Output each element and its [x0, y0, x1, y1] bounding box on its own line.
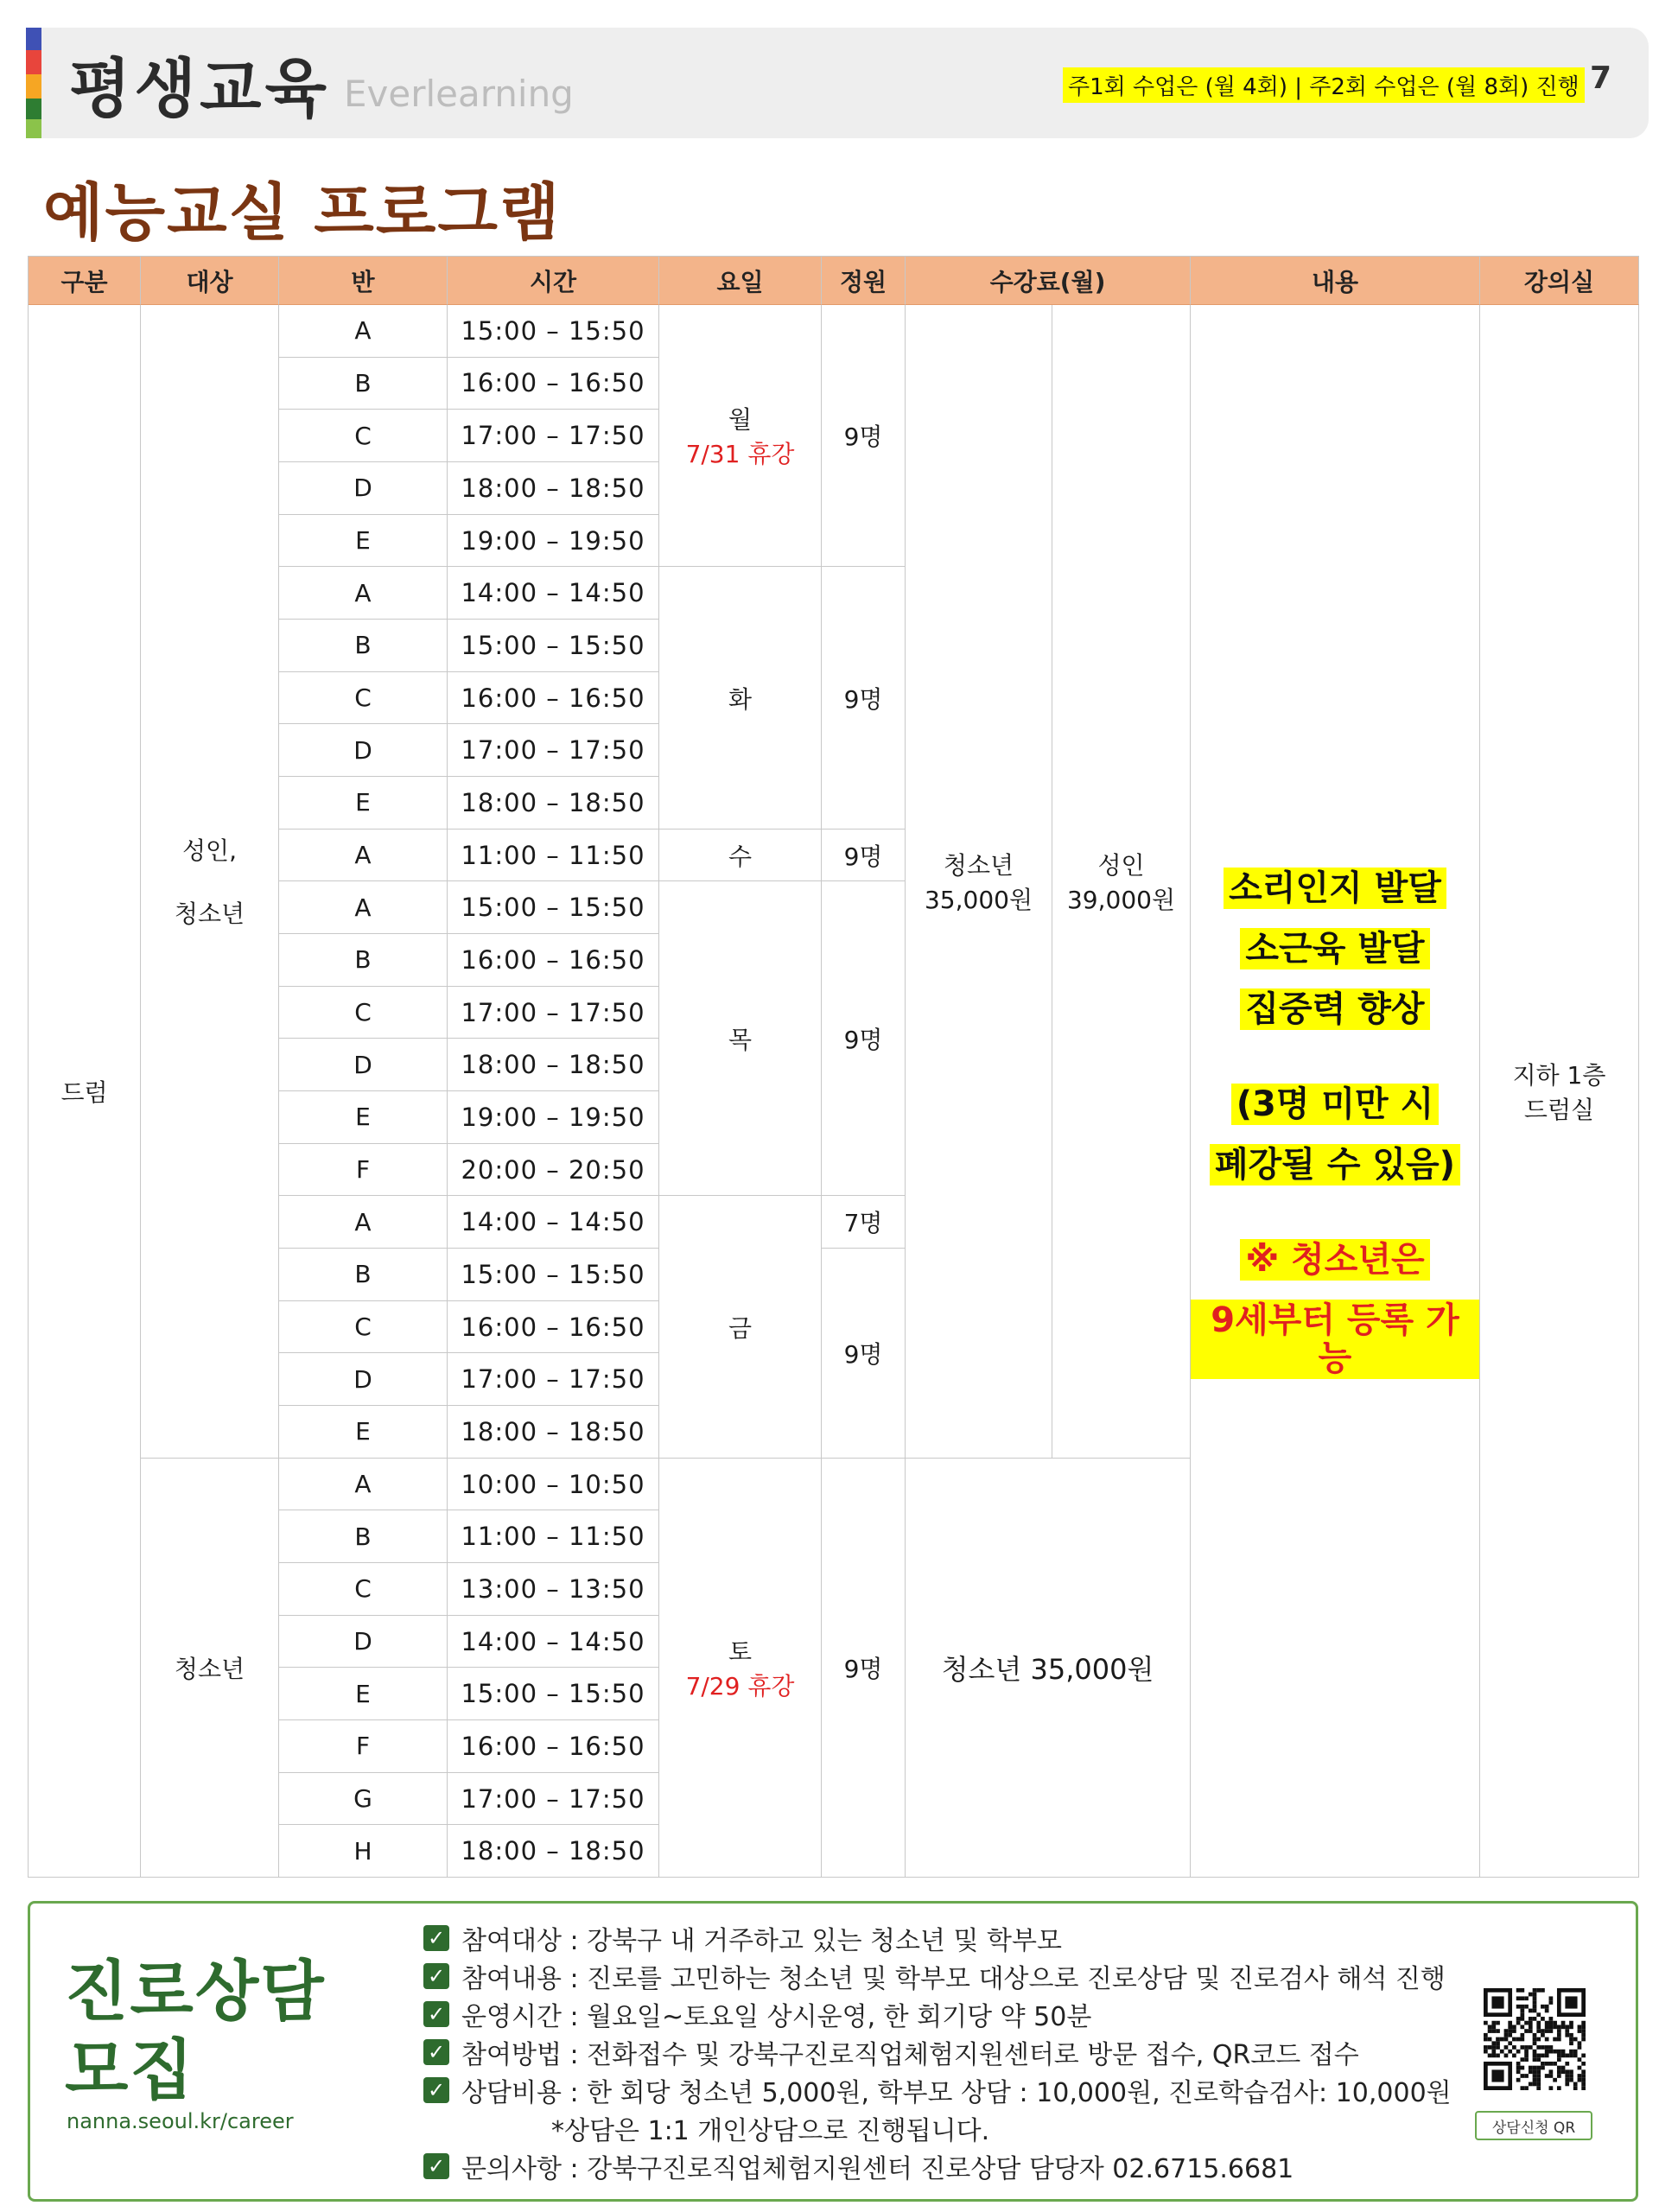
- class-cell: [279, 1563, 448, 1616]
- time-label: 11:00 – 11:50: [461, 840, 645, 870]
- column-header: [448, 257, 659, 305]
- class-label: A: [354, 1207, 372, 1236]
- time-cell: [448, 1091, 659, 1144]
- class-label: E: [355, 526, 371, 555]
- column-header-label: 강의실: [1523, 267, 1595, 296]
- career-info-item: [423, 2033, 1452, 2071]
- day-cell: [659, 1459, 822, 1878]
- content-line2: 소근육 발달: [1240, 928, 1429, 969]
- time-label: 18:00 – 18:50: [461, 473, 645, 503]
- class-cell: [279, 830, 448, 882]
- capacity-cell: [822, 881, 906, 1196]
- target-label: 청소년: [174, 1654, 245, 1683]
- time-cell: [448, 620, 659, 672]
- column-header: [1480, 257, 1639, 305]
- column-header-label: 구분: [60, 267, 108, 296]
- target-label: 성인, 청소년: [174, 836, 245, 929]
- time-cell: [448, 515, 659, 568]
- column-header-label: 수강료(월): [989, 267, 1106, 296]
- fee-youth-label: 청소년 35,000원: [924, 850, 1033, 914]
- day-label: 화: [728, 684, 753, 714]
- category-cell: [29, 305, 141, 1878]
- time-cell: [448, 1510, 659, 1563]
- class-cell: [279, 1720, 448, 1773]
- time-label: 17:00 – 17:50: [461, 997, 645, 1027]
- career-info-item: [423, 1919, 1452, 1957]
- class-label: E: [355, 1679, 371, 1708]
- class-cell: [279, 1039, 448, 1091]
- time-cell: [448, 1825, 659, 1878]
- time-label: 15:00 – 15:50: [461, 630, 645, 660]
- class-label: C: [354, 998, 372, 1027]
- class-label: D: [353, 1050, 372, 1079]
- room-cell: [1480, 305, 1639, 1878]
- career-info-list: [423, 1919, 1452, 2185]
- career-info-text: 참여내용 : 진로를 고민하는 청소년 및 학부모 대상으로 진로상담 및 진로검사 해석 진행: [461, 1964, 1446, 1994]
- class-cell: [279, 1091, 448, 1144]
- class-cell: [279, 777, 448, 830]
- class-cell: [279, 1825, 448, 1878]
- column-header: [279, 257, 448, 305]
- time-cell: [448, 777, 659, 830]
- content-line1: 소리인지 발달: [1224, 868, 1446, 909]
- time-cell: [448, 881, 659, 934]
- day-cell: [659, 1196, 822, 1458]
- time-label: 14:00 – 14:50: [461, 578, 645, 608]
- day-label: 월: [728, 405, 753, 435]
- class-cell: [279, 1249, 448, 1301]
- day-label: 금: [728, 1313, 753, 1343]
- class-cell: [279, 567, 448, 620]
- day-holiday-note: 7/31 휴강: [685, 440, 795, 469]
- time-label: 20:00 – 20:50: [461, 1154, 645, 1185]
- qr-code[interactable]: [1484, 1988, 1586, 2090]
- capacity-label: 7명: [843, 1209, 883, 1238]
- day-cell: [659, 305, 822, 567]
- checkbox-icon: ✓: [423, 2077, 449, 2103]
- day-label: 목: [728, 1025, 753, 1054]
- time-label: 16:00 – 16:50: [461, 368, 645, 398]
- time-cell: [448, 462, 659, 515]
- class-cell: [279, 1196, 448, 1249]
- time-cell: [448, 934, 659, 987]
- day-label: 수: [728, 842, 753, 871]
- time-cell: [448, 1773, 659, 1826]
- capacity-cell: [822, 1196, 906, 1249]
- class-label: C: [354, 683, 372, 713]
- class-label: A: [354, 1470, 372, 1499]
- day-cell: [659, 567, 822, 829]
- column-header: [29, 257, 141, 305]
- class-label: F: [355, 1732, 371, 1761]
- class-cell: [279, 1144, 448, 1197]
- class-label: E: [355, 788, 371, 817]
- column-header: [659, 257, 822, 305]
- fee-saturday-cell: [906, 1459, 1191, 1878]
- column-header-label: 정원: [839, 267, 887, 296]
- class-cell: [279, 410, 448, 462]
- time-label: 15:00 – 15:50: [461, 1259, 645, 1289]
- class-cell: [279, 1353, 448, 1406]
- capacity-cell: [822, 1249, 906, 1459]
- class-label: B: [354, 1260, 372, 1289]
- class-cell: [279, 462, 448, 515]
- class-label: A: [354, 316, 372, 346]
- content-line6: ※ 청소년은: [1240, 1239, 1429, 1281]
- capacity-label: 9명: [843, 423, 883, 452]
- section-title: 예능교실 프로그램: [43, 176, 562, 249]
- class-label: E: [355, 1417, 371, 1446]
- time-cell: [448, 1406, 659, 1459]
- checkbox-icon: ✓: [423, 2001, 449, 2027]
- class-label: B: [354, 945, 372, 975]
- career-url[interactable]: nanna.seoul.kr/career: [67, 2109, 294, 2133]
- fee-adult-label: 성인 39,000원: [1066, 850, 1176, 914]
- room-label: 지하 1층 드럼실: [1512, 1060, 1606, 1124]
- fee-saturday-label: 청소년 35,000원: [941, 1652, 1154, 1686]
- time-label: 17:00 – 17:50: [461, 1364, 645, 1395]
- time-label: 17:00 – 17:50: [461, 735, 645, 766]
- class-cell: [279, 672, 448, 725]
- header-schedule-note: 주1회 수업은 (월 4회) | 주2회 수업은 (월 8회) 진행: [1063, 67, 1585, 103]
- class-label: B: [354, 631, 372, 660]
- time-label: 14:00 – 14:50: [461, 1207, 645, 1237]
- career-info-text: 참여방법 : 전화접수 및 강북구진로직업체험지원센터로 방문 접수, QR코드 접수: [461, 2040, 1359, 2070]
- time-cell: [448, 1459, 659, 1511]
- career-title: [65, 1952, 326, 2109]
- capacity-label: 9명: [843, 684, 883, 714]
- capacity-cell: [822, 1459, 906, 1878]
- class-label: D: [353, 1364, 372, 1394]
- class-cell: [279, 1510, 448, 1563]
- time-cell: [448, 724, 659, 777]
- capacity-cell: [822, 830, 906, 882]
- class-label: C: [354, 421, 372, 450]
- time-cell: [448, 1353, 659, 1406]
- column-header: [822, 257, 906, 305]
- time-cell: [448, 1301, 659, 1354]
- career-info-text: 참여대상 : 강북구 내 거주하고 있는 청소년 및 학부모: [461, 1926, 1062, 1956]
- content-cell: [1191, 305, 1480, 1878]
- qr-label: 상담신청 QR: [1475, 2111, 1592, 2140]
- content-line4: (3명 미만 시: [1231, 1084, 1440, 1125]
- time-cell: [448, 358, 659, 410]
- capacity-label: 9명: [843, 1654, 883, 1683]
- class-cell: [279, 934, 448, 987]
- category-label: 드럼: [60, 1077, 108, 1107]
- time-cell: [448, 305, 659, 358]
- career-info-text: 운영시간 : 월요일~토요일 상시운영, 한 회기당 약 50분: [461, 2002, 1092, 2032]
- time-cell: [448, 987, 659, 1039]
- time-label: 17:00 – 17:50: [461, 1783, 645, 1814]
- time-label: 14:00 – 14:50: [461, 1626, 645, 1656]
- target-cell: [141, 305, 279, 1459]
- career-counseling-box: [28, 1901, 1638, 2202]
- time-label: 16:00 – 16:50: [461, 1731, 645, 1761]
- checkbox-icon: ✓: [423, 1925, 449, 1951]
- checkbox-icon: ✓: [423, 1963, 449, 1989]
- class-cell: [279, 1301, 448, 1354]
- time-label: 19:00 – 19:50: [461, 525, 645, 556]
- time-label: 13:00 – 13:50: [461, 1573, 645, 1604]
- class-label: H: [353, 1836, 372, 1866]
- career-note: *상담은 1:1 개인상담으로 진행됩니다.: [551, 2116, 990, 2146]
- class-cell: [279, 987, 448, 1039]
- class-label: F: [355, 1155, 371, 1185]
- class-cell: [279, 358, 448, 410]
- time-label: 16:00 – 16:50: [461, 683, 645, 713]
- career-title-line1: 진로상담: [65, 1953, 326, 2030]
- checkbox-icon: ✓: [423, 2039, 449, 2065]
- class-label: G: [353, 1784, 372, 1814]
- time-label: 17:00 – 17:50: [461, 421, 645, 451]
- time-label: 11:00 – 11:50: [461, 1522, 645, 1552]
- class-label: C: [354, 1313, 372, 1342]
- class-cell: [279, 515, 448, 568]
- time-cell: [448, 567, 659, 620]
- time-cell: [448, 1668, 659, 1720]
- time-cell: [448, 1720, 659, 1773]
- time-label: 15:00 – 15:50: [461, 893, 645, 923]
- time-cell: [448, 1039, 659, 1091]
- class-label: D: [353, 1627, 372, 1656]
- time-cell: [448, 1563, 659, 1616]
- capacity-label: 9명: [843, 842, 883, 871]
- time-label: 10:00 – 10:50: [461, 1469, 645, 1499]
- content-line7: 9세부터 등록 가능: [1191, 1300, 1479, 1379]
- content-line3: 집중력 향상: [1240, 988, 1429, 1030]
- capacity-label: 9명: [843, 1025, 883, 1054]
- time-cell: [448, 1249, 659, 1301]
- class-cell: [279, 881, 448, 934]
- content-line5: 폐강될 수 있음): [1210, 1144, 1460, 1185]
- target-cell: [141, 1459, 279, 1878]
- class-cell: [279, 724, 448, 777]
- checkbox-icon: ✓: [423, 2153, 449, 2179]
- time-label: 15:00 – 15:50: [461, 1679, 645, 1709]
- time-cell: [448, 1616, 659, 1669]
- header-accent-bars: [26, 28, 41, 138]
- class-label: C: [354, 1574, 372, 1604]
- capacity-label: 9명: [843, 1339, 883, 1369]
- program-table: [28, 256, 1639, 1878]
- career-info-item: [423, 2147, 1452, 2185]
- time-label: 15:00 – 15:50: [461, 315, 645, 346]
- class-label: A: [354, 578, 372, 607]
- day-cell: [659, 830, 822, 882]
- class-label: A: [354, 893, 372, 922]
- class-cell: [279, 620, 448, 672]
- column-header-label: 시간: [529, 267, 577, 296]
- time-label: 18:00 – 18:50: [461, 1416, 645, 1446]
- column-header: [141, 257, 279, 305]
- time-cell: [448, 672, 659, 725]
- class-label: B: [354, 1522, 372, 1551]
- time-label: 16:00 – 16:50: [461, 944, 645, 975]
- career-info-item: [423, 1995, 1452, 2033]
- column-header: [1191, 257, 1480, 305]
- class-cell: [279, 305, 448, 358]
- time-label: 18:00 – 18:50: [461, 787, 645, 817]
- column-header-label: 반: [351, 267, 375, 296]
- header-title: 평생교육: [69, 52, 330, 126]
- day-holiday-note: 7/29 휴강: [685, 1671, 795, 1700]
- career-title-line2: 모집: [65, 2031, 195, 2109]
- column-header-label: 요일: [716, 267, 764, 296]
- career-info-item: [423, 1957, 1452, 1995]
- column-header-label: 대상: [186, 267, 233, 296]
- class-label: B: [354, 368, 372, 397]
- day-cell: [659, 881, 822, 1196]
- class-cell: [279, 1406, 448, 1459]
- career-info-text: 문의사항 : 강북구진로직업체험지원센터 진로상담 담당자 02.6715.6681: [461, 2154, 1294, 2184]
- class-label: E: [355, 1103, 371, 1132]
- header-subtitle: Everlearning: [344, 73, 574, 115]
- time-label: 18:00 – 18:50: [461, 1050, 645, 1080]
- page-number: 7: [1590, 60, 1612, 96]
- class-label: D: [353, 474, 372, 503]
- capacity-cell: [822, 567, 906, 829]
- class-label: A: [354, 841, 372, 870]
- capacity-cell: [822, 305, 906, 567]
- day-label: 토: [728, 1637, 753, 1666]
- time-label: 19:00 – 19:50: [461, 1102, 645, 1132]
- career-info-text: 상담비용 : 한 회당 청소년 5,000원, 학부모 상담 : 10,000원, 진로학습검사: 10,000원: [461, 2078, 1452, 2108]
- time-label: 16:00 – 16:50: [461, 1312, 645, 1342]
- time-cell: [448, 1196, 659, 1249]
- class-cell: [279, 1459, 448, 1511]
- column-header: [906, 257, 1191, 305]
- time-cell: [448, 410, 659, 462]
- class-cell: [279, 1668, 448, 1720]
- class-cell: [279, 1773, 448, 1826]
- time-cell: [448, 830, 659, 882]
- column-header-label: 내용: [1311, 267, 1359, 296]
- class-label: D: [353, 735, 372, 765]
- fee-youth-cell: [906, 305, 1052, 1459]
- class-cell: [279, 1616, 448, 1669]
- career-info-item: [423, 2071, 1452, 2109]
- time-cell: [448, 1144, 659, 1197]
- time-label: 18:00 – 18:50: [461, 1836, 645, 1866]
- fee-adult-cell: [1052, 305, 1191, 1459]
